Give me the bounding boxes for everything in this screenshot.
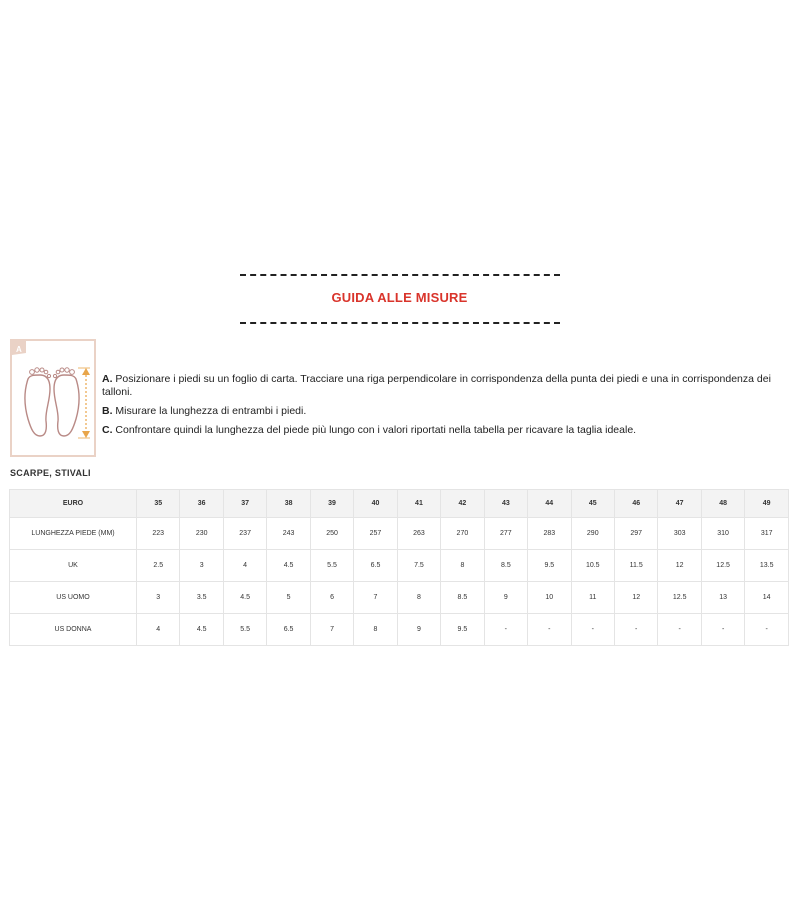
row-label: US UOMO <box>10 582 137 614</box>
table-cell: 5.5 <box>223 614 266 646</box>
table-cell: - <box>745 614 789 646</box>
table-row <box>10 550 789 582</box>
table-cell: 310 <box>701 518 744 550</box>
table-cell: 6 <box>310 582 353 614</box>
table-cell: 3 <box>137 582 180 614</box>
table-cell: 12.5 <box>701 550 744 582</box>
page-title: GUIDA ALLE MISURE <box>331 290 468 305</box>
table-cell: 9.5 <box>528 550 571 582</box>
table-cell: 4 <box>223 550 266 582</box>
row-label: UK <box>10 550 137 582</box>
header-cell: 41 <box>397 490 440 518</box>
table-cell: 10.5 <box>571 550 614 582</box>
table-cell: 12 <box>614 582 657 614</box>
table-cell: 257 <box>354 518 397 550</box>
table-cell: 9 <box>397 614 440 646</box>
table-cell: 303 <box>658 518 701 550</box>
header-cell: 38 <box>267 490 310 518</box>
table-cell: 14 <box>745 582 789 614</box>
table-cell: - <box>571 614 614 646</box>
table-cell: 11.5 <box>614 550 657 582</box>
table-row <box>10 614 789 646</box>
table-cell: 277 <box>484 518 527 550</box>
figure-corner-letter: A <box>16 345 22 354</box>
header-cell: 39 <box>310 490 353 518</box>
header-cell: 47 <box>658 490 701 518</box>
size-table <box>9 489 789 646</box>
table-cell: - <box>701 614 744 646</box>
table-cell: 297 <box>614 518 657 550</box>
table-cell: 4.5 <box>180 614 223 646</box>
header-cell: EURO <box>10 490 137 518</box>
table-cell: 230 <box>180 518 223 550</box>
section-title: SCARPE, STIVALI <box>10 468 91 478</box>
table-cell: 8.5 <box>441 582 484 614</box>
header-cell: 37 <box>223 490 266 518</box>
header-cell: 48 <box>701 490 744 518</box>
header-cell: 45 <box>571 490 614 518</box>
table-cell: 9 <box>484 582 527 614</box>
header-cell: 42 <box>441 490 484 518</box>
table-cell: 7.5 <box>397 550 440 582</box>
table-cell: 3.5 <box>180 582 223 614</box>
dashed-divider-top <box>240 274 560 276</box>
table-cell: 263 <box>397 518 440 550</box>
table-cell: 243 <box>267 518 310 550</box>
table-cell: 6.5 <box>354 550 397 582</box>
header-cell: 35 <box>137 490 180 518</box>
table-cell: 4 <box>137 614 180 646</box>
table-cell: 5.5 <box>310 550 353 582</box>
header-cell: 36 <box>180 490 223 518</box>
table-cell: 13 <box>701 582 744 614</box>
table-cell: 6.5 <box>267 614 310 646</box>
feet-icon <box>12 341 94 455</box>
table-cell: 9.5 <box>441 614 484 646</box>
table-cell: 3 <box>180 550 223 582</box>
header-cell: 49 <box>745 490 789 518</box>
table-cell: - <box>528 614 571 646</box>
foot-measurement-figure <box>10 339 96 457</box>
table-cell: 237 <box>223 518 266 550</box>
header-cell: 43 <box>484 490 527 518</box>
table-cell: - <box>484 614 527 646</box>
table-cell: 10 <box>528 582 571 614</box>
header-cell: 40 <box>354 490 397 518</box>
table-cell: 11 <box>571 582 614 614</box>
header-cell: 44 <box>528 490 571 518</box>
table-cell: 250 <box>310 518 353 550</box>
instruction-a: A. Posizionare i piedi su un foglio di carta. Tracciare una riga perpendicolare in corrispondenza della punta dei piedi e una in corrispondenza dei talloni. <box>102 373 771 398</box>
table-row <box>10 518 789 550</box>
instruction-c: C. Confrontare quindi la lunghezza del piede più lungo con i valori riportati nella tabella per ricavare la taglia ideale. <box>102 424 637 436</box>
row-label: US DONNA <box>10 614 137 646</box>
table-cell: 317 <box>745 518 789 550</box>
table-cell: 4.5 <box>267 550 310 582</box>
header-cell: 46 <box>614 490 657 518</box>
table-cell: 5 <box>267 582 310 614</box>
table-cell: 8.5 <box>484 550 527 582</box>
table-cell: 13.5 <box>745 550 789 582</box>
instruction-b: B. Misurare la lunghezza di entrambi i piedi. <box>102 405 307 417</box>
table-cell: 2.5 <box>137 550 180 582</box>
table-row <box>10 582 789 614</box>
table-cell: 7 <box>354 582 397 614</box>
table-cell: 223 <box>137 518 180 550</box>
table-cell: 12 <box>658 550 701 582</box>
table-cell: - <box>614 614 657 646</box>
row-label: LUNGHEZZA PIEDE (MM) <box>10 518 137 550</box>
table-cell: 270 <box>441 518 484 550</box>
dashed-divider-bottom <box>240 322 560 324</box>
table-cell: 4.5 <box>223 582 266 614</box>
table-cell: 8 <box>441 550 484 582</box>
table-cell: 12.5 <box>658 582 701 614</box>
table-cell: 8 <box>397 582 440 614</box>
table-cell: 290 <box>571 518 614 550</box>
table-cell: 7 <box>310 614 353 646</box>
instructions-block <box>102 373 790 443</box>
table-cell: - <box>658 614 701 646</box>
table-header-row <box>10 490 789 518</box>
table-cell: 8 <box>354 614 397 646</box>
table-cell: 283 <box>528 518 571 550</box>
